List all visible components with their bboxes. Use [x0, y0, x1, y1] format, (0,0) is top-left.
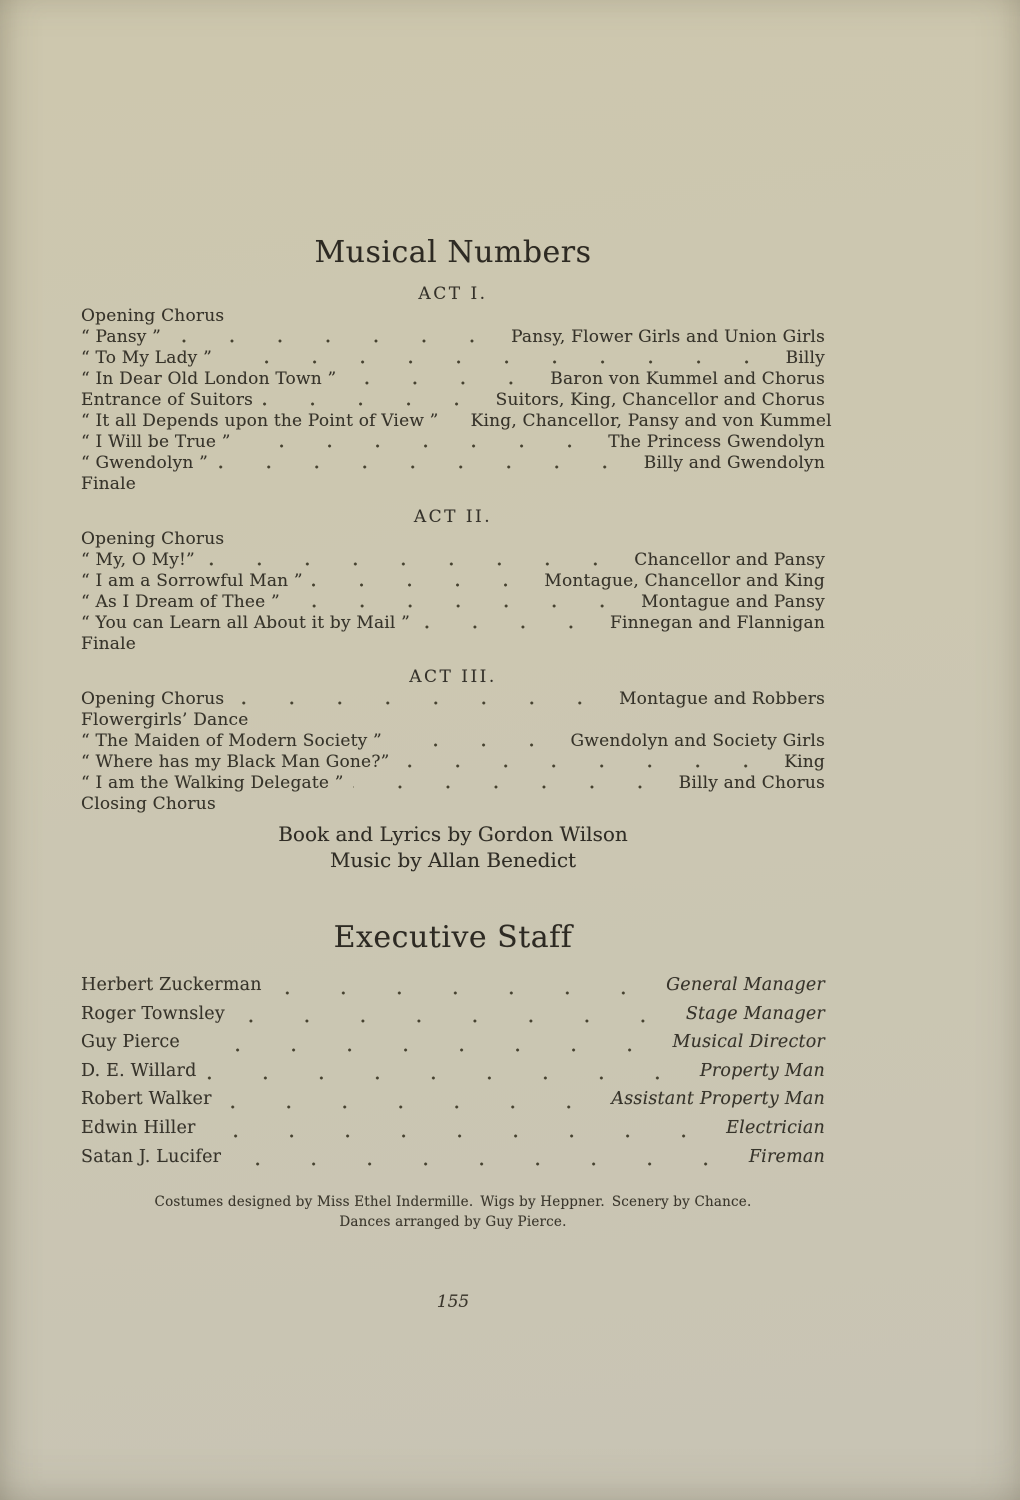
- song-performers: The Princess Gwendolyn: [608, 432, 825, 452]
- dot-leader: [204, 550, 625, 571]
- song-row: [81, 731, 825, 752]
- song-title: Entrance of Suitors: [81, 390, 254, 410]
- dot-leader: [205, 1114, 718, 1143]
- song-row: [81, 592, 825, 613]
- song-title: Finale: [81, 634, 137, 654]
- dot-leader: [221, 1085, 603, 1114]
- staff-role: Property Man: [699, 1060, 825, 1081]
- song-title: Opening Chorus: [81, 306, 225, 326]
- song-title: “ Pansy ”: [81, 327, 162, 347]
- song-title: “ Gwendolyn ”: [81, 453, 209, 473]
- dot-leader: [448, 411, 462, 432]
- page-content: [81, 0, 832, 1313]
- staff-name: Edwin Hiller: [81, 1117, 196, 1138]
- song-title: “ You can Learn all About it by Mail ”: [81, 613, 411, 633]
- staff-role: Musical Director: [672, 1032, 825, 1053]
- song-row: [81, 348, 825, 369]
- act-section: [81, 667, 825, 815]
- staff-name: Robert Walker: [81, 1089, 212, 1110]
- book-lyrics-credit: Book and Lyrics by Gordon Wilson: [278, 822, 628, 846]
- song-row: [81, 710, 825, 731]
- footnote-dances: Dances arranged by Guy Pierce.: [339, 1213, 567, 1230]
- dot-leader: [345, 369, 541, 390]
- dot-leader: [353, 773, 670, 794]
- dot-leader: [233, 689, 610, 710]
- dot-leader: [234, 1000, 677, 1029]
- act-heading: ACT III.: [409, 667, 497, 687]
- song-title: “ The Maiden of Modern Society ”: [81, 731, 382, 751]
- act-section: [81, 284, 832, 495]
- staff-row: [81, 1028, 825, 1057]
- staff-row: [81, 1114, 825, 1143]
- song-title: “ My, O My!”: [81, 550, 195, 570]
- act-heading: ACT I.: [418, 284, 488, 304]
- song-title: Finale: [81, 474, 137, 494]
- song-row: [81, 794, 825, 815]
- song-row: [81, 474, 825, 495]
- dot-leader: [240, 432, 600, 453]
- song-row: [81, 689, 825, 710]
- song-row: [81, 432, 825, 453]
- song-row: [81, 306, 825, 327]
- song-performers: Billy and Gwendolyn: [643, 453, 825, 473]
- song-performers: Chancellor and Pansy: [634, 550, 825, 570]
- song-row: [81, 550, 825, 571]
- song-performers: Montague, Chancellor and King: [544, 571, 825, 591]
- dot-leader: [206, 1057, 691, 1086]
- act-section: [81, 507, 825, 655]
- song-title: “ Where has my Black Man Gone?”: [81, 752, 390, 772]
- dot-leader: [289, 592, 632, 613]
- staff-row: [81, 1000, 825, 1029]
- song-title: “ I Will be True ”: [81, 432, 231, 452]
- song-title: “ To My Lady ”: [81, 348, 212, 368]
- staff-row: [81, 1057, 825, 1086]
- dot-leader: [391, 731, 562, 752]
- dot-leader: [170, 327, 502, 348]
- song-title: “ As I Dream of Thee ”: [81, 592, 280, 612]
- song-row: [81, 634, 825, 655]
- executive-staff-heading: Executive Staff: [333, 920, 573, 955]
- staff-name: Satan J. Lucifer: [81, 1146, 222, 1167]
- staff-role: Electrician: [726, 1117, 825, 1138]
- song-performers: Baron von Kummel and Chorus: [550, 369, 825, 389]
- song-title: Opening Chorus: [81, 529, 225, 549]
- dot-leader: [221, 348, 777, 369]
- song-performers: Montague and Robbers: [619, 689, 825, 709]
- song-performers: Montague and Pansy: [641, 592, 825, 612]
- dot-leader: [189, 1028, 664, 1057]
- song-row: [81, 752, 825, 773]
- song-performers: Suitors, King, Chancellor and Chorus: [495, 390, 825, 410]
- staff-row: [81, 1085, 825, 1114]
- footnotes: [81, 1193, 825, 1232]
- staff-row: [81, 1143, 825, 1172]
- page-number: 155: [436, 1292, 470, 1313]
- staff-name: Roger Townsley: [81, 1003, 225, 1024]
- song-title: “ In Dear Old London Town ”: [81, 369, 337, 389]
- song-row: [81, 773, 825, 794]
- song-title: Flowergirls’ Dance: [81, 710, 249, 730]
- music-credit: Music by Allan Benedict: [329, 848, 577, 872]
- song-row: [81, 613, 825, 634]
- act-heading: ACT II.: [413, 507, 493, 527]
- song-row: [81, 390, 825, 411]
- song-performers: King: [784, 752, 825, 772]
- dot-leader: [217, 453, 635, 474]
- staff-role: General Manager: [666, 975, 825, 995]
- song-row: [81, 327, 825, 348]
- dot-leader: [230, 1143, 740, 1172]
- song-row: [81, 529, 825, 550]
- staff-name: Guy Pierce: [81, 1032, 180, 1053]
- staff-role: Stage Manager: [685, 1003, 825, 1024]
- staff-name: Herbert Zuckerman: [81, 975, 262, 995]
- song-row: [81, 411, 832, 432]
- dot-leader: [419, 613, 601, 634]
- staff-role: Assistant Property Man: [611, 1089, 825, 1110]
- song-performers: Gwendolyn and Society Girls: [570, 731, 825, 751]
- dot-leader: [271, 971, 657, 1000]
- song-performers: Pansy, Flower Girls and Union Girls: [511, 327, 825, 347]
- footnote-costumes: Costumes designed by Miss Ethel Indermille. Wigs by Heppner. Scenery by Chance.: [154, 1194, 752, 1211]
- song-performers: King, Chancellor, Pansy and von Kummel: [470, 411, 832, 431]
- song-title: Opening Chorus: [81, 689, 225, 709]
- acts: [81, 284, 832, 815]
- staff-name: D. E. Willard: [81, 1060, 197, 1081]
- song-title: Closing Chorus: [81, 794, 216, 814]
- staff-list: [81, 971, 825, 1171]
- dot-leader: [399, 752, 776, 773]
- song-performers: Finnegan and Flannigan: [610, 613, 825, 633]
- staff-row: [81, 971, 825, 1000]
- credits-block: [81, 821, 825, 873]
- song-title: “ I am a Sorrowful Man ”: [81, 571, 303, 591]
- song-title: “ It all Depends upon the Point of View ”: [81, 411, 439, 431]
- page-title: Musical Numbers: [314, 235, 592, 270]
- song-performers: Billy and Chorus: [678, 773, 825, 793]
- song-row: [81, 453, 825, 474]
- staff-role: Fireman: [748, 1146, 825, 1167]
- song-row: [81, 571, 825, 592]
- song-row: [81, 369, 825, 390]
- dot-leader: [312, 571, 536, 592]
- song-title: “ I am the Walking Delegate ”: [81, 773, 344, 793]
- song-performers: Billy: [785, 348, 825, 368]
- dot-leader: [262, 390, 487, 411]
